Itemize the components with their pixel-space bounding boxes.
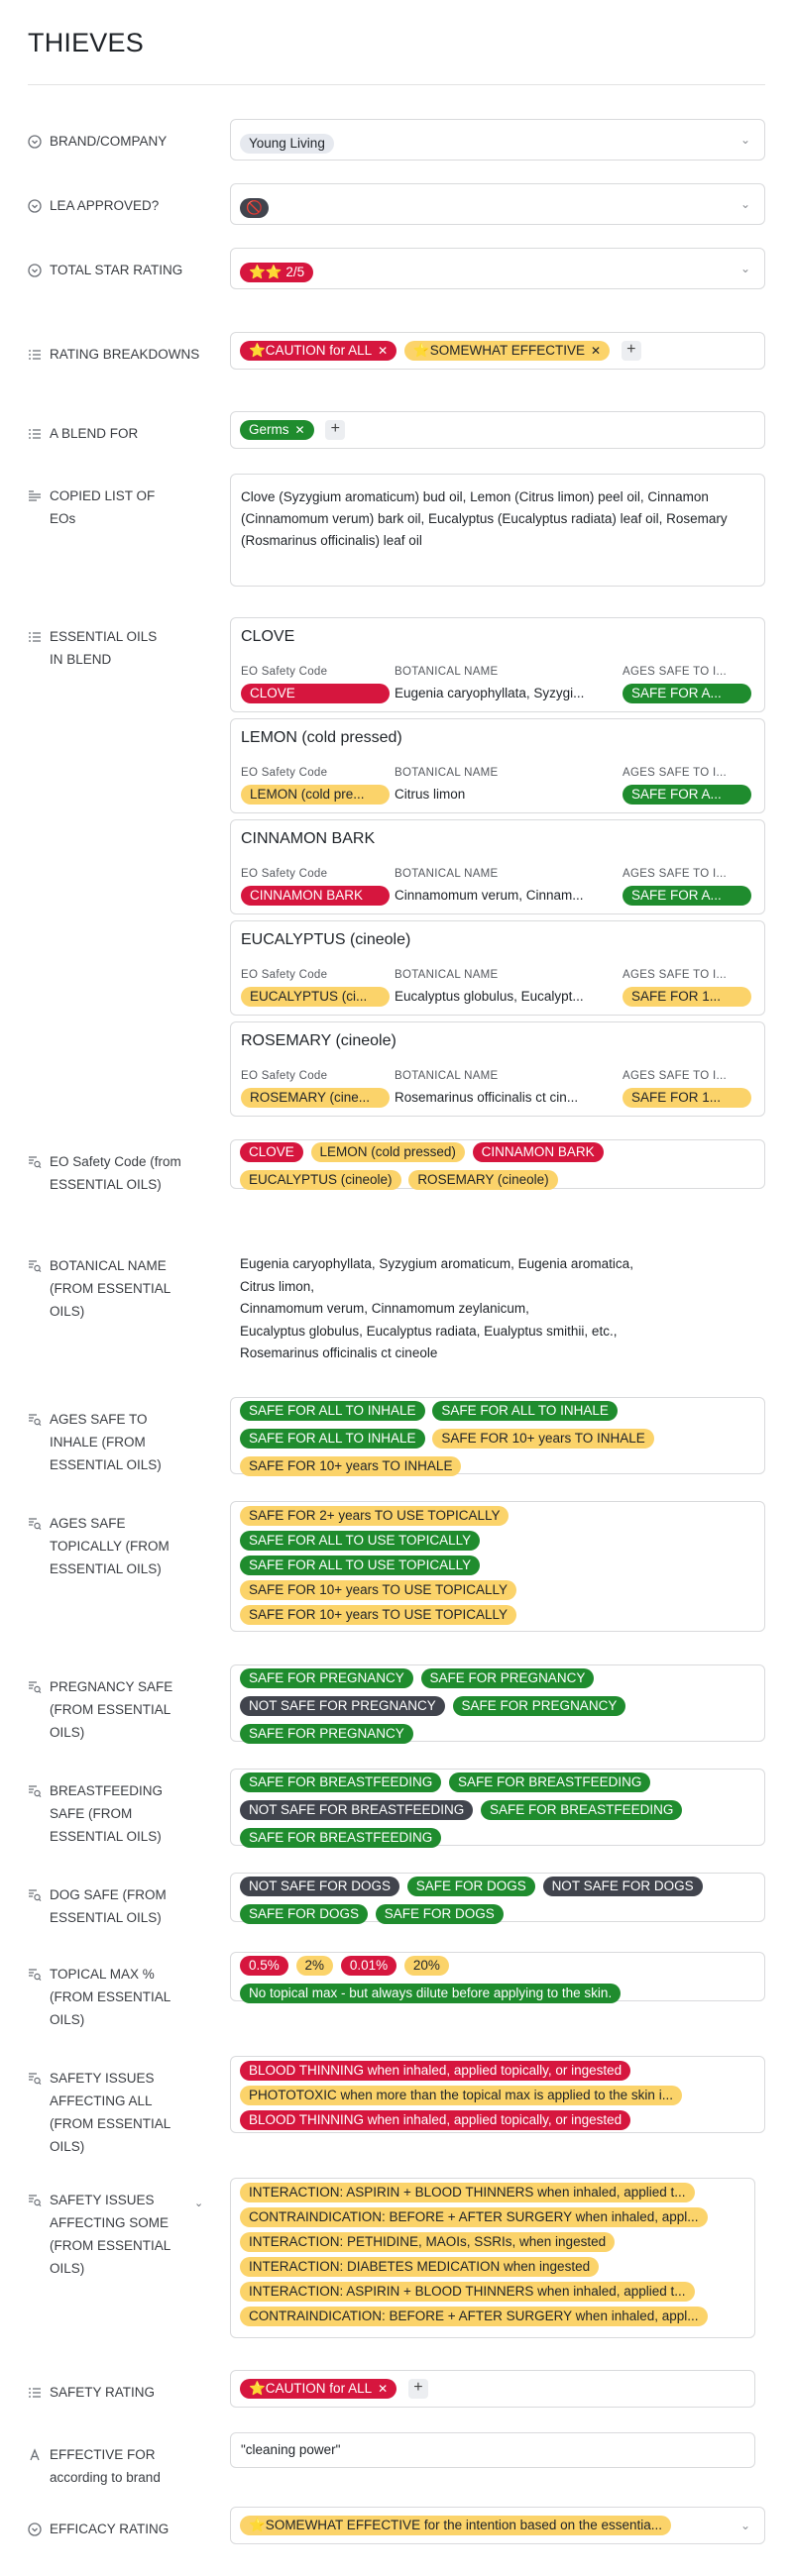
lookup-chip: No topical max - but always dilute before applying to the skin. [240,1984,621,2003]
lookup-icon [28,1517,42,1531]
lookup-chip: SAFE FOR ALL TO INHALE [240,1429,425,1449]
lookup-chip: SAFE FOR ALL TO USE TOPICALLY [240,1556,480,1575]
field-label: TOPICAL MAX % (FROM ESSENTIAL OILS) [50,1967,170,2027]
lookup-chip: PHOTOTOXIC when more than the topical max is applied to the skin i... [240,2086,682,2105]
chevron-down-icon[interactable]: ⌄ [194,2198,204,2209]
blend-chip[interactable] [240,420,314,440]
botanical-value: Eucalyptus globulus, Eucalypt... [395,989,584,1004]
age-chip: SAFE FOR 1... [623,1088,751,1108]
safety-some-list [230,2178,755,2338]
col-label: AGES SAFE TO I... [623,1070,728,1082]
lookup-chip: SAFE FOR ALL TO INHALE [432,1401,618,1421]
lookup-chip: CONTRAINDICATION: BEFORE + AFTER SURGERY when inhaled, appl... [240,2207,708,2227]
chevron-down-icon[interactable]: ⌄ [739,2519,750,2532]
botanical-value: Citrus limon [395,787,466,802]
rating-chip[interactable] [240,341,396,361]
col-label: AGES SAFE TO I... [623,767,728,779]
add-icon[interactable]: + [622,341,641,361]
oil-title: ROSEMARY (cineole) [241,1032,396,1049]
field-label: EFFICACY RATING [50,2522,170,2536]
lookup-chip: SAFE FOR DOGS [407,1877,535,1896]
lookup-icon [28,1784,42,1798]
lookup-chip: BLOOD THINNING when inhaled, applied topically, or ingested [240,2110,630,2130]
lookup-chip: INTERACTION: PETHIDINE, MAOIs, SSRIs, when ingested [240,2232,615,2252]
col-label: BOTANICAL NAME [395,666,499,678]
lookup-chip: SAFE FOR 10+ years TO INHALE [240,1456,461,1476]
chip-label: ⭐SOMEWHAT EFFECTIVE [412,343,585,359]
field-label: AGES SAFE TO INHALE (FROM ESSENTIAL OILS) [50,1412,162,1472]
field-label: A BLEND FOR [50,426,139,441]
lookup-chip: INTERACTION: ASPIRIN + BLOOD THINNERS when inhaled, applied t... [240,2183,695,2202]
chip-label: ⭐CAUTION for ALL [249,2381,373,2397]
field-label: EO Safety Code (from ESSENTIAL OILS) [50,1154,181,1192]
safety-code-chip: CINNAMON BARK [241,886,390,906]
lookup-chip: 20% [404,1956,449,1976]
botanical-line: Citrus limon, [240,1278,315,1294]
field-label: EFFECTIVE FOR according to brand [50,2447,161,2485]
lookup-chip: SAFE FOR 10+ years TO USE TOPICALLY [240,1580,516,1600]
safety-rating-multiselect[interactable] [230,2370,755,2408]
field-label: BRAND/COMPANY [50,134,168,149]
col-label: BOTANICAL NAME [395,868,499,880]
lea-chip: 🚫 [240,198,269,218]
botanical-line: Cinnamomum verum, Cinnamomum zeylanicum, [240,1301,529,1316]
lookup-chip: EUCALYPTUS (cineole) [240,1170,401,1190]
oil-title: CLOVE [241,628,295,645]
page-title: THIEVES [28,28,144,57]
col-label: AGES SAFE TO I... [623,868,728,880]
lookup-chip: BLOOD THINNING when inhaled, applied topically, or ingested [240,2061,630,2081]
lookup-icon [28,1680,42,1694]
oil-title: EUCALYPTUS (cineole) [241,931,411,948]
botanical-line: Rosemarinus officinalis ct cineole [240,1345,438,1360]
lookup-chip: 2% [296,1956,334,1976]
lookup-chip: SAFE FOR DOGS [240,1904,368,1924]
lookup-chip: SAFE FOR 10+ years TO INHALE [432,1429,653,1449]
botanical-value: Eugenia caryophyllata, Syzygi... [395,686,585,700]
field-label: SAFETY ISSUES AFFECTING SOME (FROM ESSENTIAL OILS) [50,2193,170,2276]
remove-icon[interactable]: ✕ [294,423,305,438]
lookup-chip: LEMON (cold pressed) [311,1142,465,1162]
lookup-icon [28,1259,42,1273]
lookup-chip: CLOVE [240,1142,303,1162]
field-label: BREASTFEEDING SAFE (FROM ESSENTIAL OILS) [50,1783,164,1844]
oil-card[interactable] [230,1021,765,1117]
oil-title: LEMON (cold pressed) [241,729,402,746]
effective-for-input[interactable] [230,2432,755,2468]
lookup-chip: SAFE FOR BREASTFEEDING [240,1772,441,1792]
lookup-chip: NOT SAFE FOR PREGNANCY [240,1696,445,1716]
field-label: TOTAL STAR RATING [50,263,183,277]
lookup-chip: NOT SAFE FOR BREASTFEEDING [240,1800,473,1820]
add-icon[interactable]: + [408,2379,428,2399]
botanical-value: Cinnamomum verum, Cinnam... [395,888,584,903]
lookup-icon [28,1968,42,1982]
field-label: BOTANICAL NAME (FROM ESSENTIAL OILS) [50,1258,170,1319]
oil-card[interactable] [230,718,765,813]
long-text-icon [28,489,42,503]
eo-safety-code-list [230,1139,765,1189]
lookup-icon [28,1413,42,1427]
linked-records-icon [28,630,42,644]
rating-chip[interactable] [240,2379,396,2399]
chevron-down-icon[interactable]: ⌄ [739,262,750,275]
lookup-chip: SAFE FOR PREGNANCY [421,1668,595,1688]
col-label: AGES SAFE TO I... [623,666,728,678]
col-label: BOTANICAL NAME [395,1070,499,1082]
age-chip: SAFE FOR A... [623,886,751,906]
copied-list-textarea[interactable] [230,474,765,587]
lookup-chip: SAFE FOR PREGNANCY [240,1668,413,1688]
botanical-value: Rosemarinus officinalis ct cin... [395,1090,579,1105]
lookup-icon [28,2072,42,2086]
remove-icon[interactable]: ✕ [378,344,389,359]
col-label: BOTANICAL NAME [395,767,499,779]
multi-select-icon [28,2386,42,2400]
lookup-chip: SAFE FOR 2+ years TO USE TOPICALLY [240,1506,509,1526]
lookup-chip: SAFE FOR ALL TO USE TOPICALLY [240,1531,480,1551]
lookup-chip: CONTRAINDICATION: BEFORE + AFTER SURGERY when inhaled, appl... [240,2307,708,2326]
field-label: AGES SAFE TOPICALLY (FROM ESSENTIAL OILS) [50,1516,170,1576]
text-icon [28,2448,42,2462]
add-icon[interactable]: + [325,420,345,440]
field-label: SAFETY ISSUES AFFECTING ALL (FROM ESSENTIAL OILS) [50,2071,170,2154]
botanical-line: Eucalyptus globulus, Eucalyptus radiata, Eualyptus smithii, etc., [240,1323,618,1339]
pregnancy-list [230,1664,765,1742]
col-label: EO Safety Code [241,1070,328,1082]
ages-inhale-list [230,1397,765,1474]
dog-safe-list [230,1873,765,1922]
rating-chip[interactable] [404,341,610,361]
ages-topical-list [230,1501,765,1632]
safety-all-list [230,2056,765,2133]
effective-for-value: "cleaning power" [241,2442,341,2457]
field-label: RATING BREAKDOWNS [50,347,200,362]
lookup-icon [28,1155,42,1169]
age-chip: SAFE FOR 1... [623,987,751,1007]
field-label: COPIED LIST OF EOs [50,488,156,526]
single-select-icon [28,2522,42,2536]
lookup-chip: SAFE FOR BREASTFEEDING [481,1800,682,1820]
safety-code-chip: LEMON (cold pre... [241,785,390,805]
field-label: PREGNANCY SAFE (FROM ESSENTIAL OILS) [50,1679,173,1740]
lookup-chip: SAFE FOR DOGS [376,1904,504,1924]
rating-breakdowns-multiselect[interactable] [230,332,765,370]
total-star-select[interactable] [230,248,765,289]
lookup-chip: SAFE FOR PREGNANCY [240,1724,413,1744]
brand-chip: Young Living [240,134,334,154]
col-label: EO Safety Code [241,868,328,880]
multi-select-icon [28,427,42,441]
field-label: LEA APPROVED? [50,198,160,213]
remove-icon[interactable]: ✕ [591,344,602,359]
field-label: ESSENTIAL OILS IN BLEND [50,629,158,667]
lookup-chip: SAFE FOR PREGNANCY [453,1696,626,1716]
botanical-name-value [230,1243,765,1372]
chevron-down-icon[interactable]: ⌄ [739,133,750,147]
lookup-chip: SAFE FOR 10+ years TO USE TOPICALLY [240,1605,516,1625]
lookup-chip: SAFE FOR BREASTFEEDING [449,1772,650,1792]
col-label: BOTANICAL NAME [395,969,499,981]
chip-label: Germs [249,422,289,438]
lookup-chip: INTERACTION: DIABETES MEDICATION when ingested [240,2257,599,2277]
lookup-chip: SAFE FOR BREASTFEEDING [240,1828,441,1848]
col-label: EO Safety Code [241,666,328,678]
age-chip: SAFE FOR A... [623,785,751,805]
botanical-line: Eugenia caryophyllata, Syzygium aromaticum, Eugenia aromatica, [240,1256,633,1271]
single-select-icon [28,135,42,149]
single-select-icon [28,264,42,277]
oil-card[interactable] [230,920,765,1016]
safety-code-chip: CLOVE [241,684,390,703]
breastfeeding-list [230,1769,765,1846]
col-label: AGES SAFE TO I... [623,969,728,981]
lookup-chip: 0.01% [341,1956,396,1976]
lookup-chip: INTERACTION: ASPIRIN + BLOOD THINNERS when inhaled, applied t... [240,2282,695,2302]
lookup-chip: CINNAMON BARK [473,1142,604,1162]
efficacy-select[interactable] [230,2507,765,2544]
lookup-icon [28,1888,42,1902]
single-select-icon [28,199,42,213]
safety-code-chip: EUCALYPTUS (ci... [241,987,390,1007]
lookup-chip: 0.5% [240,1956,288,1976]
lea-select[interactable] [230,183,765,225]
multi-select-icon [28,348,42,362]
remove-icon[interactable]: ✕ [378,2382,389,2397]
copied-list-text: Clove (Syzygium aromaticum) bud oil, Lemon (Citrus limon) peel oil, Cinnamon (Cinnamomum verum) bark oil, Eucalyptus (Eucalyptus radiata) leaf oil, Rosemary (Rosmarinus officinalis) leaf oil [241,489,728,548]
topical-max-list [230,1952,765,2001]
brand-select[interactable] [230,119,765,161]
chip-label: ⭐CAUTION for ALL [249,343,373,359]
lookup-chip: NOT SAFE FOR DOGS [543,1877,703,1896]
lookup-icon [28,2194,42,2207]
field-label: SAFETY RATING [50,2385,156,2400]
lookup-chip: ROSEMARY (cineole) [408,1170,557,1190]
col-label: EO Safety Code [241,969,328,981]
field-label: DOG SAFE (FROM ESSENTIAL OILS) [50,1887,167,1925]
safety-code-chip: ROSEMARY (cine... [241,1088,390,1108]
age-chip: SAFE FOR A... [623,684,751,703]
chevron-down-icon[interactable]: ⌄ [739,197,750,211]
total-star-chip: ⭐⭐ 2/5 [240,263,313,282]
oil-card[interactable] [230,819,765,914]
efficacy-chip: ⭐SOMEWHAT EFFECTIVE for the intention based on the essentia... [240,2516,671,2535]
col-label: EO Safety Code [241,767,328,779]
lookup-chip: NOT SAFE FOR DOGS [240,1877,399,1896]
blend-for-multiselect[interactable] [230,411,765,449]
oil-card[interactable] [230,617,765,712]
divider [28,84,765,85]
oil-title: CINNAMON BARK [241,830,376,847]
lookup-chip: SAFE FOR ALL TO INHALE [240,1401,425,1421]
